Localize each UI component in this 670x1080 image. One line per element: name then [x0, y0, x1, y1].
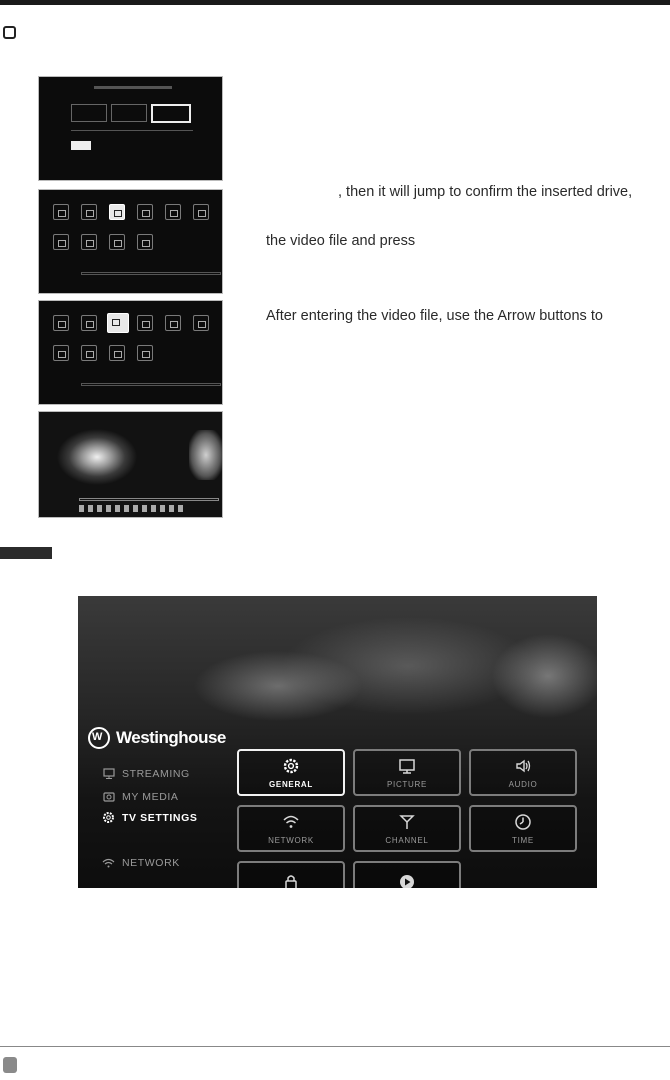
- playback-progress-bar: [79, 498, 219, 501]
- clock-icon: [514, 813, 532, 831]
- file-tile: [53, 345, 69, 361]
- sidebar-item-network[interactable]: [102, 856, 180, 869]
- back-tile: [53, 315, 69, 331]
- wifi-icon: [102, 856, 115, 869]
- instruction-line-1: , then it will jump to confirm the inserted drive,: [338, 184, 633, 200]
- monitor-icon: [102, 767, 115, 780]
- gear-icon: [282, 757, 300, 775]
- card-label: AUDIO: [508, 779, 538, 789]
- card-picture[interactable]: [353, 749, 461, 796]
- card-network[interactable]: [237, 805, 345, 852]
- sidebar-item-label: NETWORK: [122, 856, 180, 869]
- video-option: [151, 104, 191, 123]
- progress-bar: [81, 272, 221, 275]
- card-label: NETWORK: [268, 835, 314, 845]
- file-tile: [137, 234, 153, 250]
- westinghouse-logo-icon: [88, 727, 110, 749]
- file-tile: [81, 234, 97, 250]
- brand-name: Westinghouse: [116, 728, 226, 747]
- top-rule: [0, 0, 670, 5]
- card-label: CHANNEL: [385, 835, 429, 845]
- sidebar-item-label: MY MEDIA: [122, 790, 179, 803]
- divider: [71, 130, 193, 131]
- screenshot-file-grid: [38, 189, 223, 294]
- file-tile: [165, 315, 181, 331]
- playback-controls: [79, 505, 184, 512]
- file-tile: [137, 345, 153, 361]
- instruction-line-2: the video file and press: [266, 233, 416, 249]
- file-tile: [109, 234, 125, 250]
- tv-settings-screen: [78, 596, 597, 888]
- card-label: GENERAL: [268, 779, 313, 789]
- card-label: TIME: [512, 835, 534, 845]
- card-channel[interactable]: [353, 805, 461, 852]
- play-icon: [398, 873, 416, 888]
- file-tile: [53, 234, 69, 250]
- bottom-rule: [0, 1046, 670, 1047]
- file-tile: [193, 315, 209, 331]
- file-tile: [109, 345, 125, 361]
- file-tile: [137, 204, 153, 220]
- card-time[interactable]: [469, 805, 577, 852]
- file-tile: [109, 204, 125, 220]
- music-option: [111, 104, 147, 122]
- step-marker: [3, 26, 16, 39]
- file-tile: [165, 204, 181, 220]
- file-tile: [137, 315, 153, 331]
- sidebar-item-tv-settings[interactable]: [102, 811, 197, 824]
- file-tile: [81, 204, 97, 220]
- sidebar-item-label: TV SETTINGS: [122, 811, 198, 824]
- card-label: PICTURE: [386, 779, 427, 789]
- screenshot-caption-bar: [94, 86, 172, 89]
- file-tile: [193, 204, 209, 220]
- file-tile-selected: [107, 313, 129, 333]
- sidebar-item-streaming[interactable]: [102, 767, 190, 780]
- file-tile: [81, 315, 97, 331]
- progress-bar: [81, 383, 221, 386]
- card-lock[interactable]: [237, 861, 345, 888]
- screenshot-video-playback: [38, 411, 223, 518]
- card-audio[interactable]: [469, 749, 577, 796]
- gear-icon: [102, 811, 115, 824]
- nebula-glow: [189, 430, 223, 480]
- usb-drive-icon: [71, 141, 91, 150]
- antenna-icon: [398, 813, 416, 831]
- monitor-icon: [398, 757, 416, 775]
- instruction-line-3: After entering the video file, use the Arrow buttons to: [266, 308, 603, 324]
- card-general[interactable]: [237, 749, 345, 796]
- sidebar-item-label: STREAMING: [122, 767, 190, 780]
- photo-option: [71, 104, 107, 122]
- card-play[interactable]: [353, 861, 461, 888]
- lock-icon: [282, 873, 300, 888]
- section-marker: [0, 547, 52, 559]
- camera-icon: [102, 790, 115, 803]
- speaker-icon: [514, 757, 532, 775]
- screenshot-source-select: [38, 76, 223, 181]
- page-number-badge: [3, 1057, 17, 1073]
- screenshot-file-grid-selected: [38, 300, 223, 405]
- sidebar-item-my-media[interactable]: [102, 790, 179, 803]
- wifi-icon: [282, 813, 300, 831]
- brand-logo-block: [88, 727, 226, 749]
- file-tile: [81, 345, 97, 361]
- back-tile: [53, 204, 69, 220]
